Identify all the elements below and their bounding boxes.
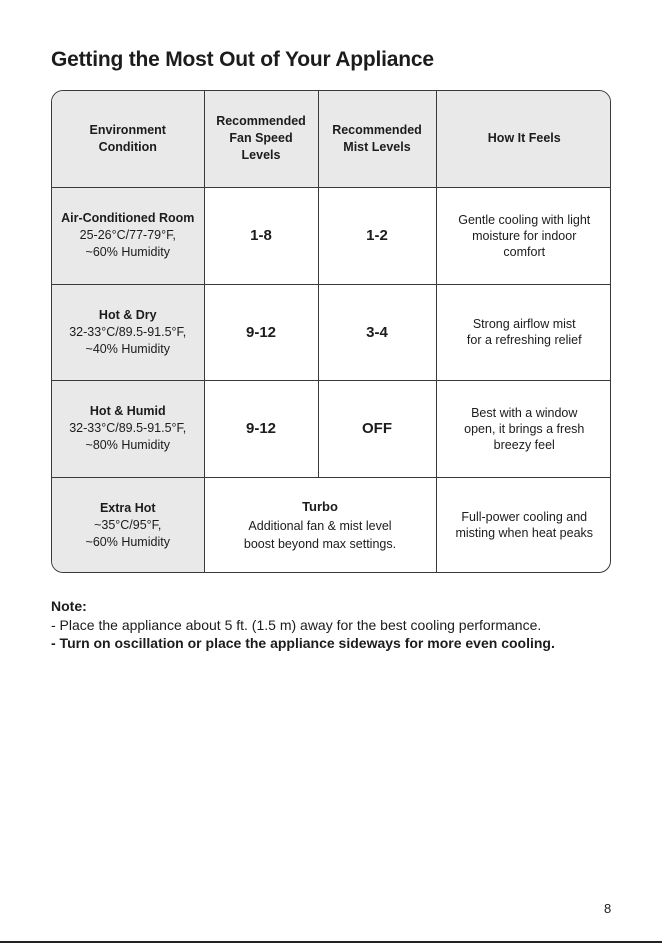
header-mist-levels: Recommended Mist Levels — [318, 91, 436, 187]
environment-cell: Air-Conditioned Room 25-26°C/77-79°F, ~60% Humidity — [52, 187, 204, 284]
page-title: Getting the Most Out of Your Appliance — [51, 48, 434, 71]
turbo-cell: Turbo Additional fan & mist level boost beyond max settings. — [204, 477, 436, 573]
feel-cell: Full-power cooling and misting when heat peaks — [436, 477, 611, 573]
header-how-it-feels: How It Feels — [436, 91, 611, 187]
feel-cell: Gentle cooling with light moisture for indoor comfort — [436, 187, 611, 284]
feel-cell: Strong airflow mist for a refreshing relief — [436, 284, 611, 380]
page-number: 8 — [604, 901, 612, 916]
mist-level-cell: 3-4 — [318, 284, 436, 380]
fan-speed-cell: 9-12 — [204, 380, 318, 477]
feel-cell: Best with a window open, it brings a fresh breezy feel — [436, 380, 611, 477]
table-row — [52, 284, 611, 380]
note-line: - Place the appliance about 5 ft. (1.5 m) away for the best cooling performance. — [51, 617, 542, 633]
environment-cell: Hot & Dry 32-33°C/89.5-91.5°F, ~40% Humidity — [52, 284, 204, 380]
fan-speed-cell: 9-12 — [204, 284, 318, 380]
note-section — [51, 597, 631, 652]
header-environment: Environment Condition — [52, 91, 204, 187]
mist-level-cell: OFF — [318, 380, 436, 477]
environment-cell: Extra Hot ~35°C/95°F, ~60% Humidity — [52, 477, 204, 573]
bottom-divider — [0, 941, 662, 943]
settings-table — [51, 90, 611, 573]
table-header-row — [52, 91, 611, 187]
table-row — [52, 380, 611, 477]
table-row — [52, 477, 611, 573]
fan-speed-cell: 1-8 — [204, 187, 318, 284]
mist-level-cell: 1-2 — [318, 187, 436, 284]
environment-cell: Hot & Humid 32-33°C/89.5-91.5°F, ~80% Humidity — [52, 380, 204, 477]
note-title: Note: — [51, 598, 87, 614]
header-fan-speed: Recommended Fan Speed Levels — [204, 91, 318, 187]
note-line: - Turn on oscillation or place the appliance sideways for more even cooling. — [51, 635, 555, 651]
table-row — [52, 187, 611, 284]
